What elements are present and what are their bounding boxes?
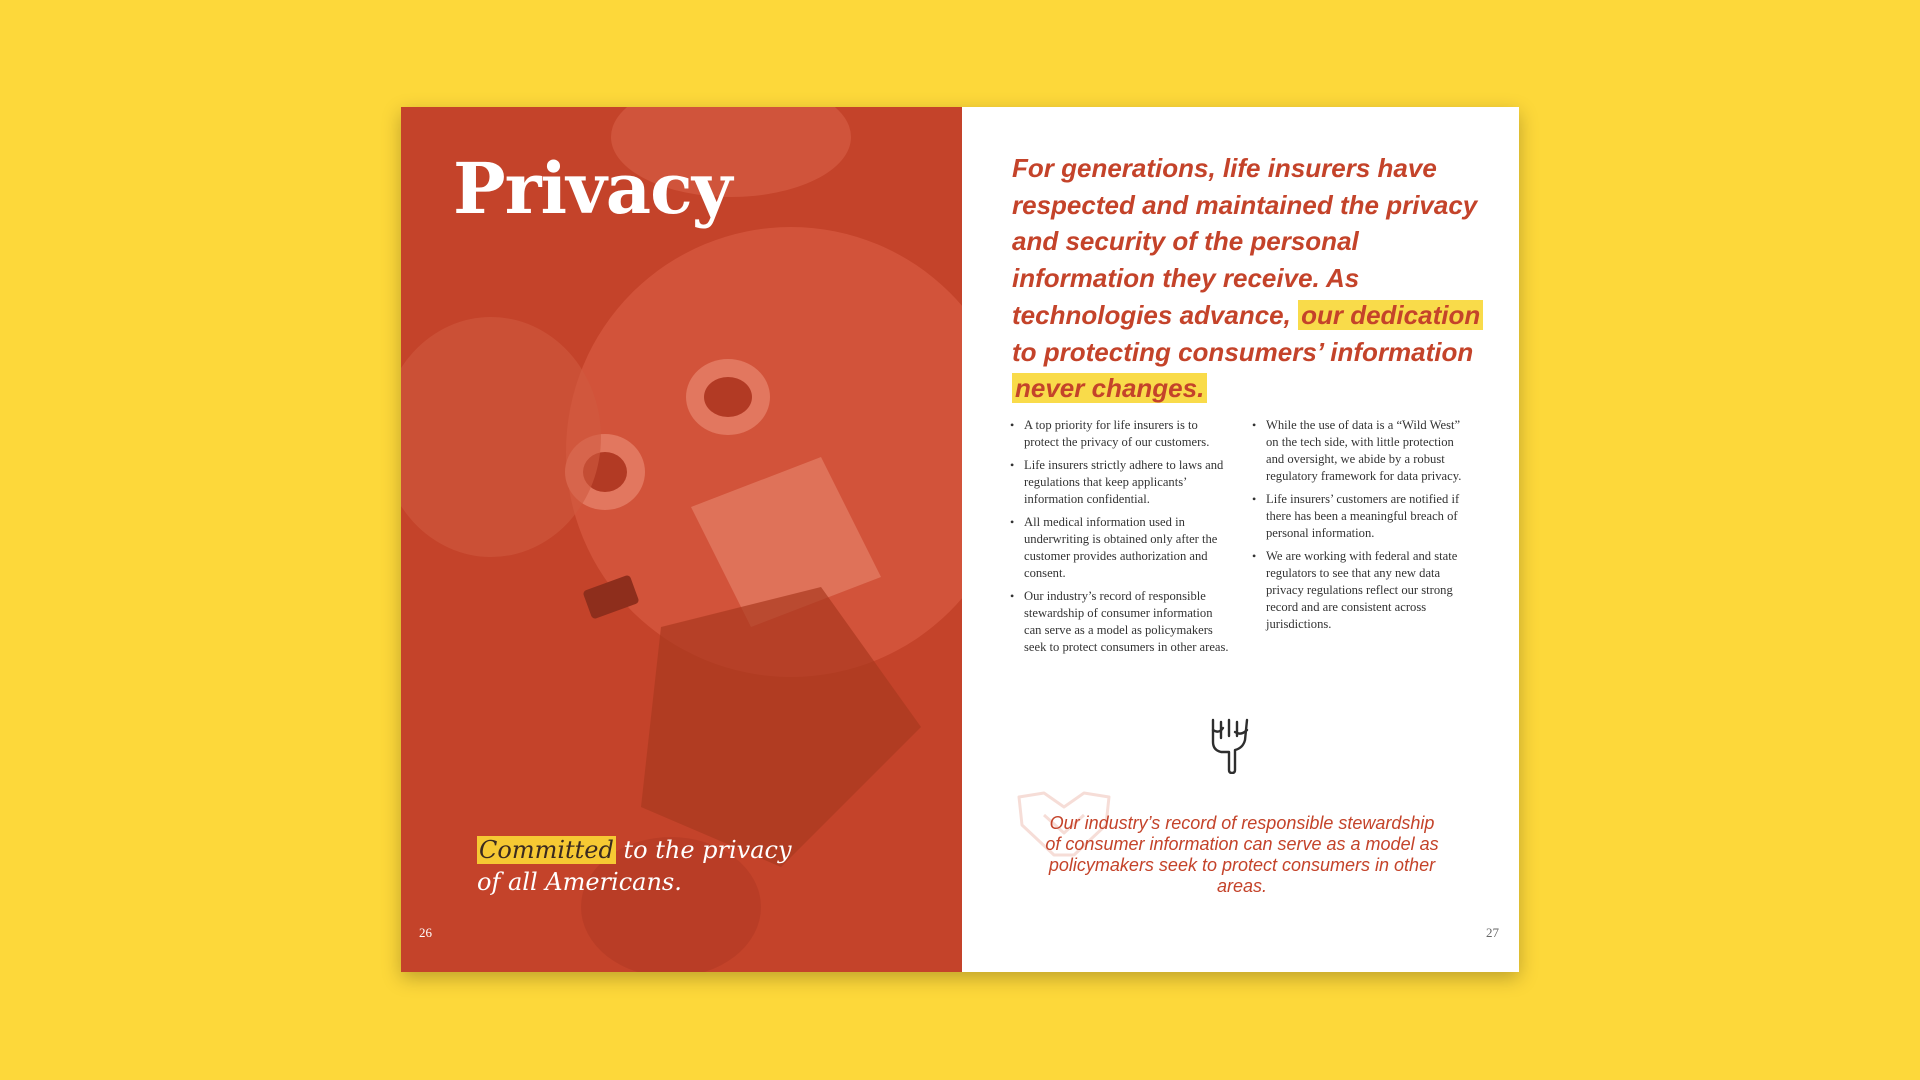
bullet-dot: • bbox=[1010, 418, 1015, 432]
pull-quote: Our industry’s record of responsible stewardship of consumer information can serve as a model as policymakers seek to protect consumers in other areas. bbox=[1045, 813, 1439, 896]
bullet-text: All medical information used in underwriting is obtained only after the customer provides authorization and consent. bbox=[1024, 515, 1218, 580]
bullet-text: Life insurers strictly adhere to laws and regulations that keep applicants’ information confidential. bbox=[1024, 458, 1224, 506]
right-page bbox=[962, 107, 1519, 972]
lead-statement bbox=[1012, 150, 1492, 407]
bullet-item bbox=[1252, 417, 1474, 485]
bullet-item bbox=[1010, 588, 1230, 656]
bullet-item bbox=[1010, 457, 1230, 508]
bullet-dot: • bbox=[1010, 589, 1015, 603]
brochure-spread bbox=[401, 107, 1519, 972]
lead-text-1: For generations, life insurers have respected and maintained the privacy and security of the personal information they receive. As technologies advance, bbox=[1012, 153, 1478, 330]
bullet-text: Life insurers’ customers are notified if there has been a meaningful breach of personal information. bbox=[1266, 492, 1460, 540]
bullet-item bbox=[1010, 417, 1230, 451]
lead-highlight-2: never changes. bbox=[1012, 373, 1207, 403]
lead-highlight-1: our dedication bbox=[1298, 300, 1483, 330]
bullet-dot: • bbox=[1010, 458, 1015, 472]
page-number-left: 26 bbox=[419, 925, 432, 940]
tagline-rest: to the privacy bbox=[615, 836, 792, 864]
bullet-text: Our industry’s record of responsible stewardship of consumer information can serve as a model as policymakers seek to protect consumers in other areas. bbox=[1024, 589, 1229, 654]
bullet-dot: • bbox=[1252, 418, 1257, 432]
bullet-text: A top priority for life insurers is to protect the privacy of our customers. bbox=[1024, 418, 1210, 449]
bullet-dot: • bbox=[1010, 515, 1015, 529]
bullet-dot: • bbox=[1252, 492, 1257, 506]
bullet-list-left bbox=[1010, 417, 1230, 662]
bullet-item bbox=[1010, 514, 1230, 582]
page-number-right: 27 bbox=[1486, 925, 1499, 940]
tagline bbox=[477, 834, 792, 898]
bullet-text: We are working with federal and state regulators to see that any new data privacy regulations reflect our strong record and are consistent across jurisdictions. bbox=[1266, 549, 1458, 631]
left-page bbox=[401, 107, 962, 972]
pointing-hand-icon bbox=[1207, 712, 1253, 774]
tagline-line-1 bbox=[477, 834, 792, 866]
tagline-highlight: Committed bbox=[479, 836, 614, 864]
bullet-dot: • bbox=[1252, 549, 1257, 563]
bullet-list-right bbox=[1252, 417, 1474, 639]
page-title: Privacy bbox=[453, 147, 732, 230]
bullet-item bbox=[1252, 491, 1474, 542]
lead-text-2: to protecting consumers’ information bbox=[1012, 336, 1474, 367]
tagline-line-2: of all Americans. bbox=[477, 868, 682, 896]
bullet-text: While the use of data is a “Wild West” on the tech side, with little protection and oversight, we abide by a robust regulatory framework for data privacy. bbox=[1266, 418, 1462, 483]
bullet-item bbox=[1252, 548, 1474, 633]
